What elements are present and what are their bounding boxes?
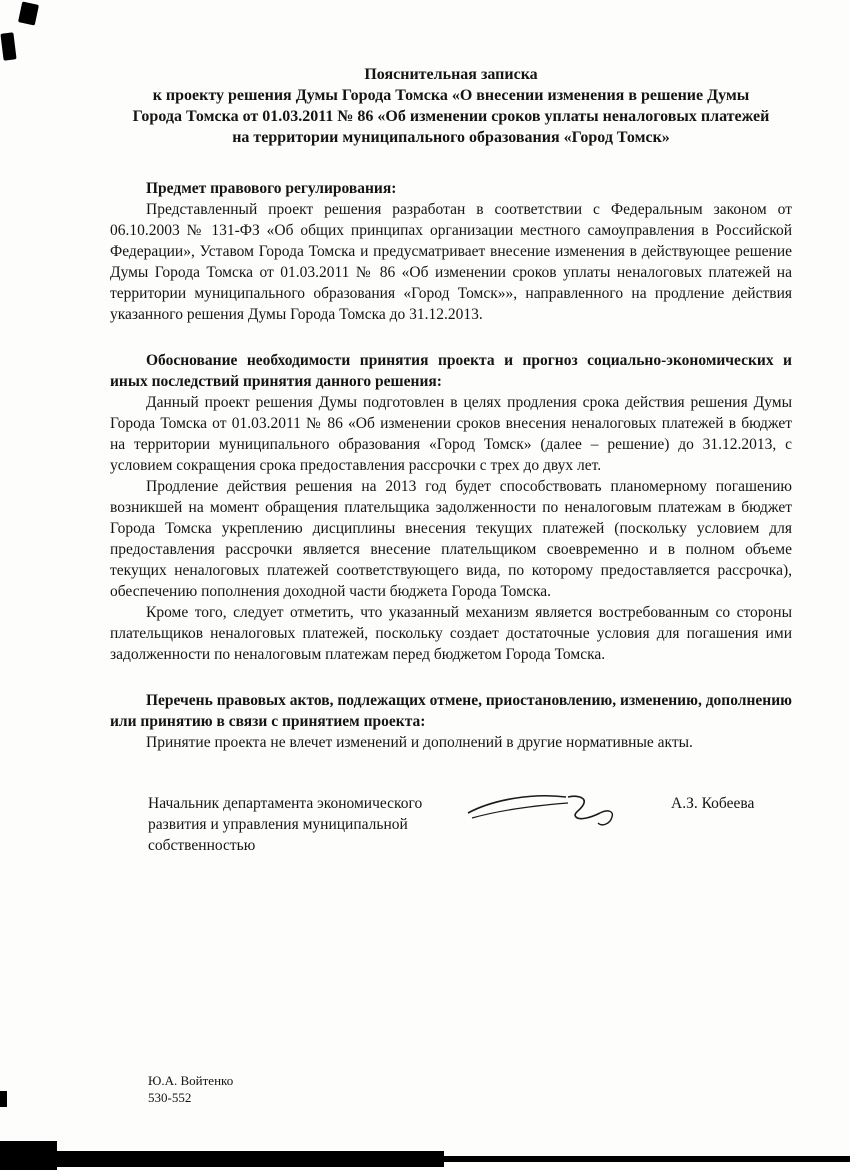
scan-artifact [0,1091,7,1107]
paragraph-acts: Принятие проекта не влечет изменений и дополнений в другие нормативные акты. [146,734,693,751]
heading-justification: Обоснование необходимости принятия проекта и прогноз социально-экономических и иных последствий принятия данного решения: [110,352,792,390]
executor-phone: 530-552 [148,1090,192,1105]
title-line-1: Пояснительная записка [364,66,538,83]
paragraph-justification-2: Продление действия решения на 2013 год будет способствовать планомерному погашению возникшей на момент обращения плательщика задолженности по неналоговым платежам в бюджет Города Томска укреплению дисциплины внесения текущих платежей (поскольку условием для предоставления рассрочки является внесение плательщиком своевременно и в полном объеме текущих неналоговых платежей соответствующего вида, по которому предоставляется рассрочка), обеспечению пополнения доходной части бюджета Города Томска. [110,478,792,600]
spacer [110,665,792,690]
paragraph-justification-1: Данный проект решения Думы подготовлен в целях продления срока действия решения Думы Города Томска от 01.03.2011 № 86 «Об изменении сроков внесения неналоговых платежей в бюджет на территории муниципального образования «Город Томск» (далее – решение) до 31.12.2013, с условием сокращения срока предоставления рассрочки с трех до двух лет. [110,394,792,474]
signatory-name: А.З. Кобеева [671,795,755,812]
title-subtitle: к проекту решения Думы Города Томска «О внесении изменения в решение Думы Города Томска от 01.03.2011 № 86 «Об изменении сроков уплаты неналоговых платежей на территории муниципального образования «Город Томск» [132,87,770,146]
spacer [110,325,792,350]
executor-note [148,1072,233,1106]
signature-mark [464,785,629,835]
heading-subject: Предмет правового регулирования: [146,180,397,197]
scan-artifact [443,1156,850,1162]
scan-artifact [0,32,16,60]
scan-artifact [0,1141,57,1170]
document-title [127,64,775,148]
paragraph-justification-3: Кроме того, следует отметить, что указанный механизм является востребованным со стороны плательщиков неналоговых платежей, поскольку создает достаточные условия для погашения ими задолженности по неналоговым платежам перед бюджетом Города Томска. [110,604,792,663]
document-body [110,64,792,856]
scan-artifact [18,1,39,25]
heading-acts: Перечень правовых актов, подлежащих отмене, приостановлению, изменению, дополнению или принятию в связи с принятием проекта: [110,692,792,730]
paragraph-subject: Представленный проект решения разработан в соответствии с Федеральным законом от 06.10.2003 № 131-ФЗ «Об общих принципах организации местного самоуправления в Российской Федерации», Уставом Города Томска и предусматривает внесение изменения в действующее решение Думы Города Томска от 01.03.2011 № 86 «Об изменении сроков уплаты неналоговых платежей на территории муниципального образования «Город Томск»», направленного на продление действия указанного решения Думы Города Томска до 31.12.2013. [110,201,792,323]
signatory-position: Начальник департамента экономического развития и управления муниципальной собственностью [148,795,423,854]
executor-name: Ю.А. Войтенко [148,1073,234,1088]
scan-artifact [55,1151,444,1167]
signature-block [110,793,792,856]
